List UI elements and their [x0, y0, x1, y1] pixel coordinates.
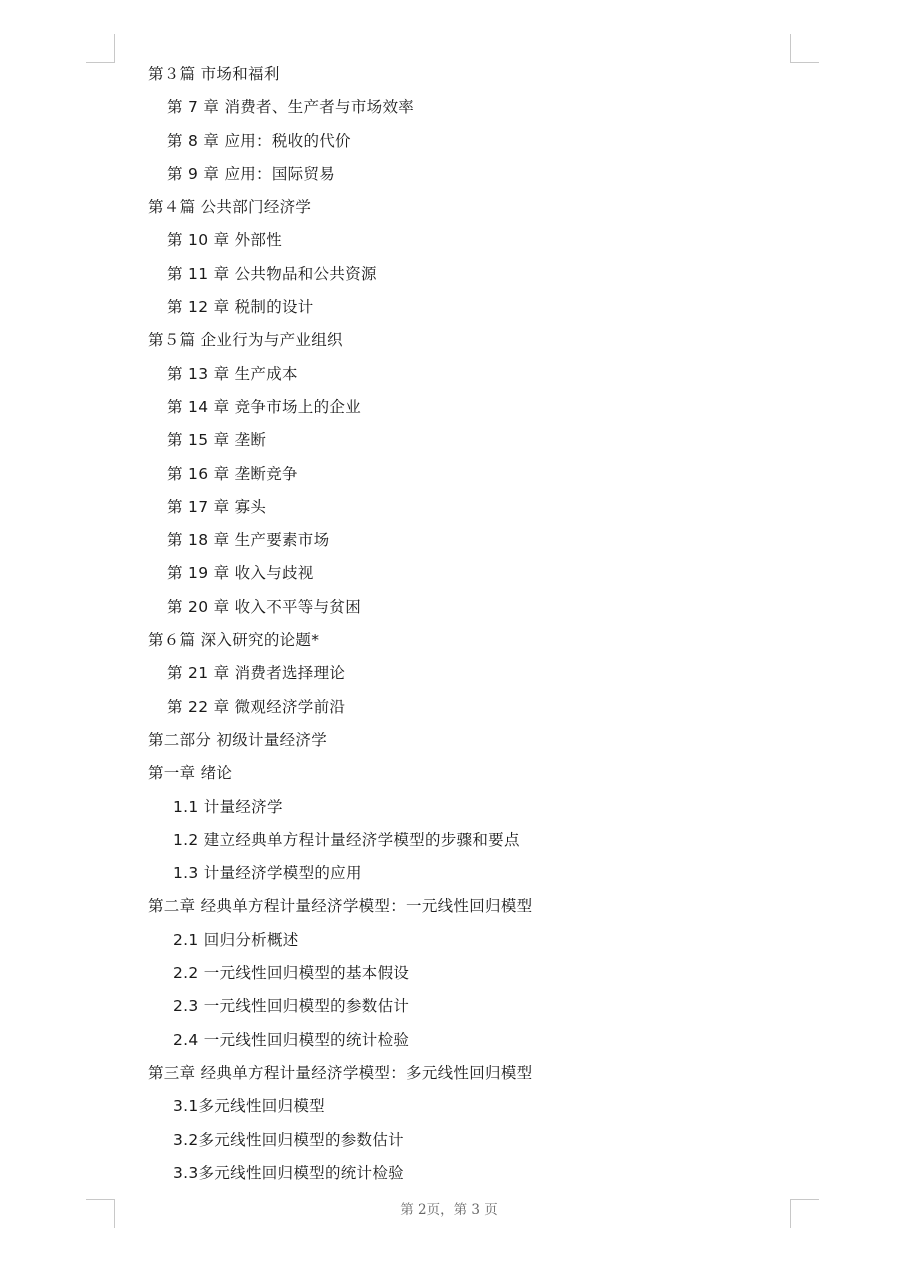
toc-section-heading: 第４篇 公共部门经济学: [148, 198, 312, 217]
toc-entry: 第 9 章 应用：国际贸易: [167, 164, 336, 183]
toc-entry: 1.1 计量经济学: [173, 797, 283, 816]
toc-entry: 第 7 章 消费者、生产者与市场效率: [167, 98, 415, 117]
toc-entry: 3.1多元线性回归模型: [173, 1097, 325, 1116]
toc-entry: 2.4 一元线性回归模型的统计检验: [173, 1030, 410, 1049]
toc-section-heading: 第三章 经典单方程计量经济学模型：多元线性回归模型: [148, 1063, 533, 1082]
toc-entry: 3.2多元线性回归模型的参数估计: [173, 1130, 404, 1149]
toc-entry: 第 11 章 公共物品和公共资源: [167, 264, 377, 283]
toc-section-heading: 第二部分 初级计量经济学: [148, 730, 328, 749]
toc-entry: 2.2 一元线性回归模型的基本假设: [173, 964, 410, 983]
toc-section-heading: 第一章 绪论: [148, 764, 233, 783]
crop-mark-top-right: [790, 34, 819, 63]
toc-entry: 第 18 章 生产要素市场: [167, 531, 330, 550]
page-number-footer: 第 2页，第 3 页: [400, 1202, 498, 1218]
toc-section-heading: 第６篇 深入研究的论题*: [148, 631, 320, 650]
toc-entry: 第 13 章 生产成本: [167, 364, 298, 383]
toc-section-heading: 第５篇 企业行为与产业组织: [148, 331, 343, 350]
toc-entry: 1.3 计量经济学模型的应用: [173, 864, 362, 883]
toc-entry: 第 21 章 消费者选择理论: [167, 664, 346, 683]
toc-entry: 第 17 章 寡头: [167, 497, 267, 516]
toc-entry: 第 22 章 微观经济学前沿: [167, 697, 346, 716]
crop-mark-top-left: [86, 34, 115, 63]
toc-entry: 2.3 一元线性回归模型的参数估计: [173, 997, 410, 1016]
toc-entry: 第 10 章 外部性: [167, 231, 283, 250]
toc-entry: 第 8 章 应用：税收的代价: [167, 131, 351, 150]
toc-entry: 第 14 章 竞争市场上的企业: [167, 397, 362, 416]
toc-entry: 第 19 章 收入与歧视: [167, 564, 314, 583]
toc-entry: 3.3多元线性回归模型的统计检验: [173, 1163, 404, 1182]
toc-entry: 第 15 章 垄断: [167, 431, 267, 450]
toc-entry: 1.2 建立经典单方程计量经济学模型的步骤和要点: [173, 830, 520, 849]
toc-section-heading: 第３篇 市场和福利: [148, 65, 280, 83]
table-of-contents: [148, 58, 788, 1190]
toc-entry: 第 12 章 税制的设计: [167, 298, 314, 317]
toc-entry: 2.1 回归分析概述: [173, 930, 299, 949]
toc-entry: 第 20 章 收入不平等与贫困: [167, 597, 362, 616]
toc-section-heading: 第二章 经典单方程计量经济学模型：一元线性回归模型: [148, 897, 533, 916]
toc-entry: 第 16 章 垄断竞争: [167, 464, 298, 483]
